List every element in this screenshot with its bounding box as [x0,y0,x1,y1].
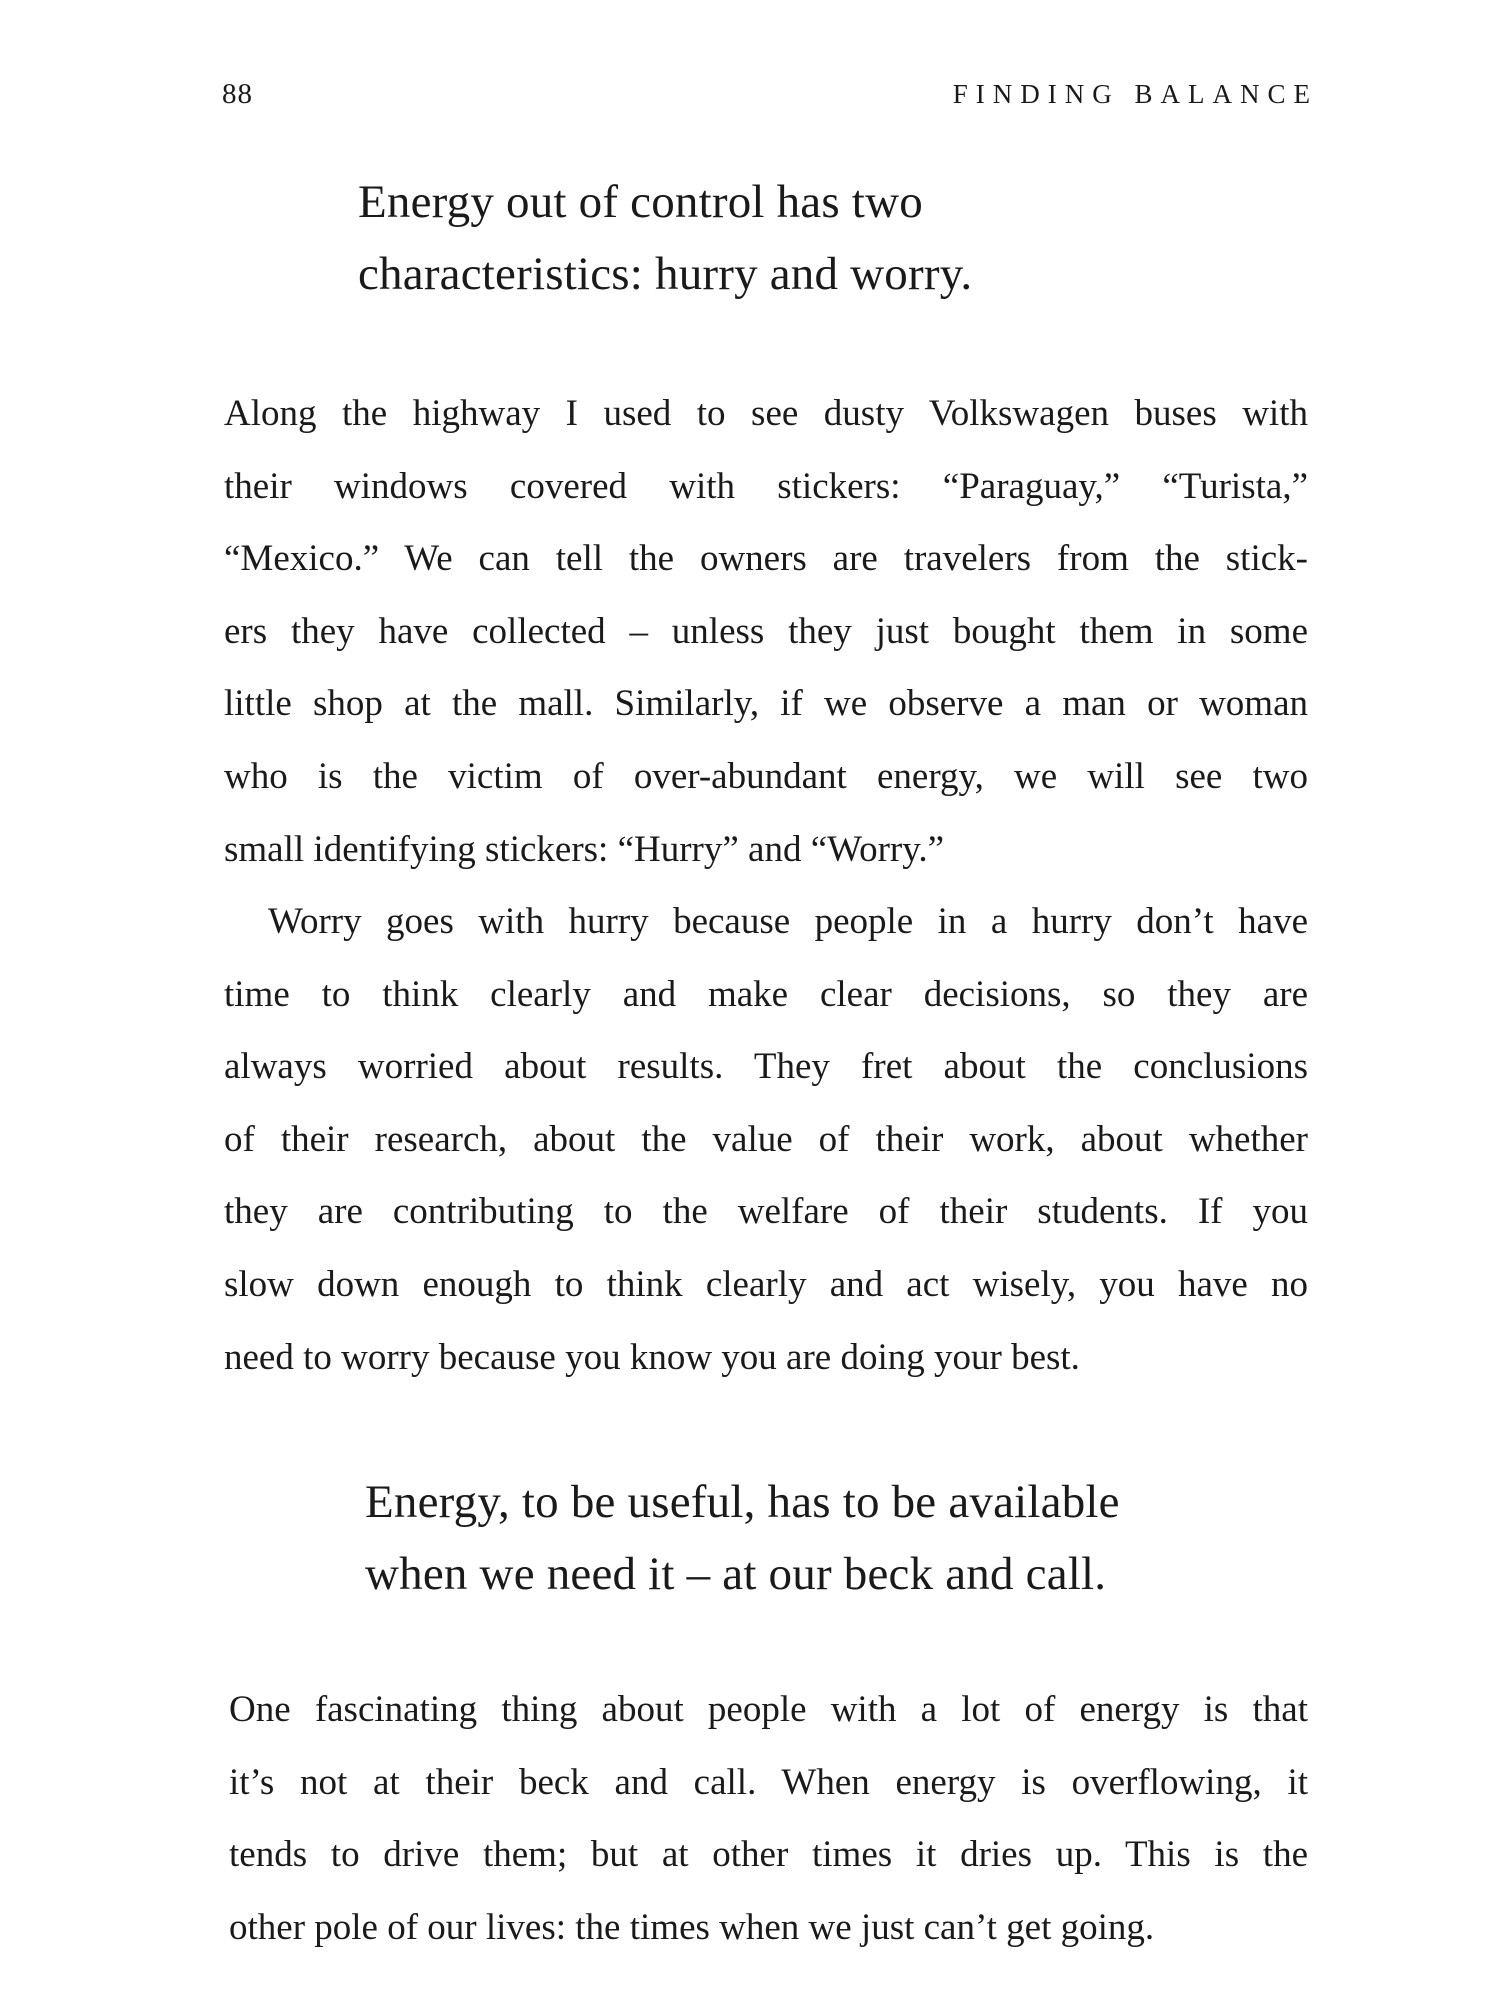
pullquote-energy-available [365,1466,1120,1610]
text-line: it’s not at their beck and call. When energy is overflowing, it [229,1761,1308,1803]
text-line: who is the victim of over-abundant energy, we will see two [224,755,1308,797]
pullquote-line: Energy out of control has two [358,176,923,228]
text-line: little shop at the mall. Similarly, if we observe a man or woman [224,683,1308,725]
text-line: One fascinating thing about people with a lot of energy is that [229,1689,1308,1730]
text-line: Worry goes with hurry because people in a hurry don’t have [268,901,1308,942]
text-line: “Mexico.” We can tell the owners are travelers from the stick- [224,538,1308,580]
text-line: other pole of our lives: the times when we just can’t get going. [229,1906,1155,1948]
pullquote-line: characteristics: hurry and worry. [358,248,973,300]
text-line: tends to drive them; but at other times it dries up. This is the [229,1834,1308,1876]
text-line: Along the highway I used to see dusty Volkswagen buses with [224,393,1308,434]
paragraph-stickers [224,378,1308,886]
text-line: need to worry because you know you are doing your best. [224,1336,1080,1378]
text-line: slow down enough to think clearly and act wisely, you have no [224,1263,1308,1305]
page-number: 88 [222,78,253,110]
paragraph-energy-people [229,1674,1308,1964]
text-line: of their research, about the value of their work, about whether [224,1118,1308,1160]
text-line: their windows covered with stickers: “Paraguay,” “Turista,” [224,465,1308,507]
text-line: they are contributing to the welfare of their students. If you [224,1191,1308,1233]
text-line: always worried about results. They fret about the conclusions [224,1046,1308,1088]
paragraph-worry-hurry [224,886,1308,1394]
text-line: ers they have collected – unless they just bought them in some [224,610,1308,652]
pullquote-line: when we need it – at our beck and call. [365,1548,1107,1600]
text-line: small identifying stickers: “Hurry” and “Worry.” [224,828,945,870]
pullquote-line: Energy, to be useful, has to be available [365,1476,1120,1528]
running-head: FINDING BALANCE [952,79,1318,109]
pullquote-hurry-worry [358,166,972,310]
text-line: time to think clearly and make clear decisions, so they are [224,973,1308,1015]
